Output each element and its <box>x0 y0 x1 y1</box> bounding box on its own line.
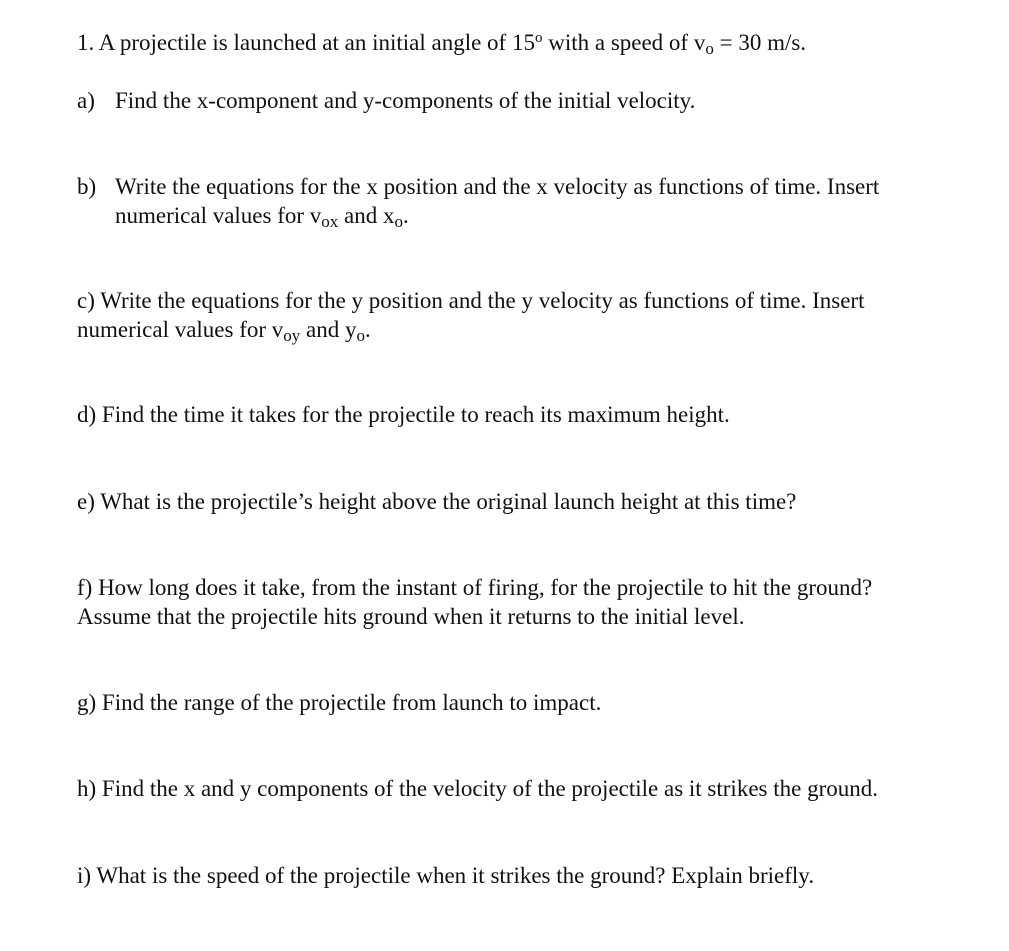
part-b-line2-mid: and x <box>338 203 395 228</box>
xo-subscript: o <box>394 212 403 231</box>
part-b-text-line1: Write the equations for the x position and the x velocity as functions of time. Insert <box>115 174 880 199</box>
part-b-line1 <box>77 172 879 201</box>
part-b-label: b) <box>77 174 97 199</box>
part-b-line2-text: numerical values for v <box>115 203 322 228</box>
part-e: e) What is the projectile’s height above the original launch height at this time? <box>77 489 797 514</box>
problem-statement <box>77 28 806 61</box>
degree-symbol: o <box>534 30 543 46</box>
part-c-line2 <box>77 315 371 346</box>
part-d: d) Find the time it takes for the projectile to reach its maximum height. <box>77 402 730 427</box>
part-f-line1: f) How long does it take, from the instant of firing, for the projectile to hit the ground? <box>77 575 873 600</box>
vox-subscript: ox <box>321 212 339 231</box>
yo-subscript: o <box>356 326 365 345</box>
problem-intro: A projectile is launched at an initial angle of 15 <box>98 30 535 55</box>
part-f-line2: Assume that the projectile hits ground when it returns to the initial level. <box>77 604 745 629</box>
voy-subscript: oy <box>283 326 301 345</box>
v-subscript: o <box>705 39 714 58</box>
part-c-line2-text: numerical values for v <box>77 317 284 342</box>
part-b-line2 <box>115 201 409 232</box>
problem-intro-end: = 30 m/s. <box>713 30 807 55</box>
part-g: g) Find the range of the projectile from launch to impact. <box>77 690 602 715</box>
part-a-text: Find the x-component and y-components of the initial velocity. <box>115 88 696 113</box>
problem-intro-mid: with a speed of v <box>542 30 706 55</box>
part-c-line2-mid: and y <box>300 317 357 342</box>
problem-number: 1. <box>77 30 95 55</box>
part-c-line1: c) Write the equations for the y position and the y velocity as functions of time. Insert <box>77 288 865 313</box>
part-c-line2-end: . <box>365 317 371 342</box>
part-h: h) Find the x and y components of the velocity of the projectile as it strikes the ground. <box>77 776 878 801</box>
part-i: i) What is the speed of the projectile when it strikes the ground? Explain briefly. <box>77 863 815 888</box>
part-b-line2-end: . <box>403 203 409 228</box>
part-a <box>77 86 695 115</box>
part-a-label: a) <box>77 88 95 113</box>
